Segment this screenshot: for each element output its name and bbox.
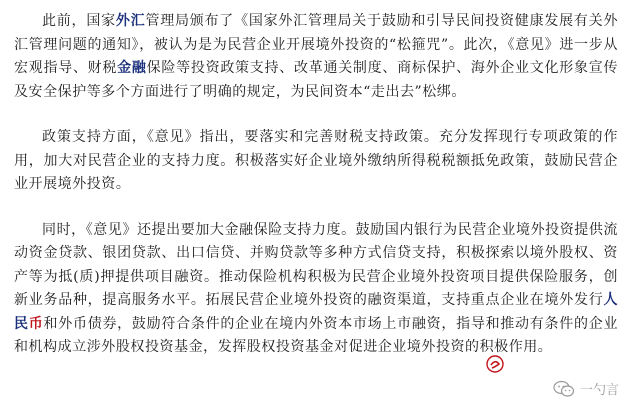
p1-text-1: 此前，国家 [42, 13, 116, 29]
p1-text-3: 保险等投资政策支持、改革通关制度、商标保护、海外企业文化形象宣传及安全保护等多个方面进行了明确的规定，为民间资本“走出去”松绑。 [14, 60, 618, 100]
wechat-icon [553, 380, 575, 398]
p1-text-2: 管理局颁布了《国家外汇管理局关于鼓励和引导民间投资健康发展有关外汇管理问题的通知》，被认为是为民营企业开展境外投资的“松箍咒”。此次，《意见》进一步从宏观指导、财税 [14, 13, 618, 76]
paragraph-1 [14, 10, 618, 104]
article-body [14, 10, 618, 382]
keyword-rmb-part-1: 人民 [14, 292, 618, 332]
keyword-link-foreign-exchange[interactable]: 外汇 [115, 13, 146, 29]
p3-text-2: 和外币债券，鼓励符合条件的企业在境内外资本市场上市融资，指导和推动有条件的企业和机构成立涉外股权投资基金，发挥股权投资基金对促进企业境外投资的积极作用。 [14, 315, 618, 355]
paragraph-2 [14, 126, 618, 197]
paragraph-3 [14, 219, 618, 360]
p3-text-1: 同时，《意见》还提出要加大金融保险支持力度。鼓励国内银行为民营企业境外投资提供流动资金贷款、银团贷款、出口信贷、并购贷款等多种方式信贷支持，积极探索以境外股权、资产等为抵(质)押提供项目融资。推动保险机构积极为民营企业境外投资项目提供保险服务，创新业务品种，提高服务水平。拓展民营企业境外投资的融资渠道，支持重点企业在境外发行 [14, 221, 618, 308]
watermark-text: 一勺言 [579, 383, 619, 398]
keyword-rmb-part-2: 币 [28, 315, 44, 332]
red-seal-icon [486, 355, 504, 373]
keyword-link-finance[interactable]: 金融 [117, 60, 147, 76]
p2-text: 政策支持方面，《意见》指出，要落实和完善财税支持政策。充分发挥现行专项政策的作用，加大对民营企业的支持力度。积极落实好企业境外缴纳所得税税额抵免政策，鼓励民营企业开展境外投资。 [14, 129, 618, 192]
wechat-watermark [553, 379, 619, 398]
